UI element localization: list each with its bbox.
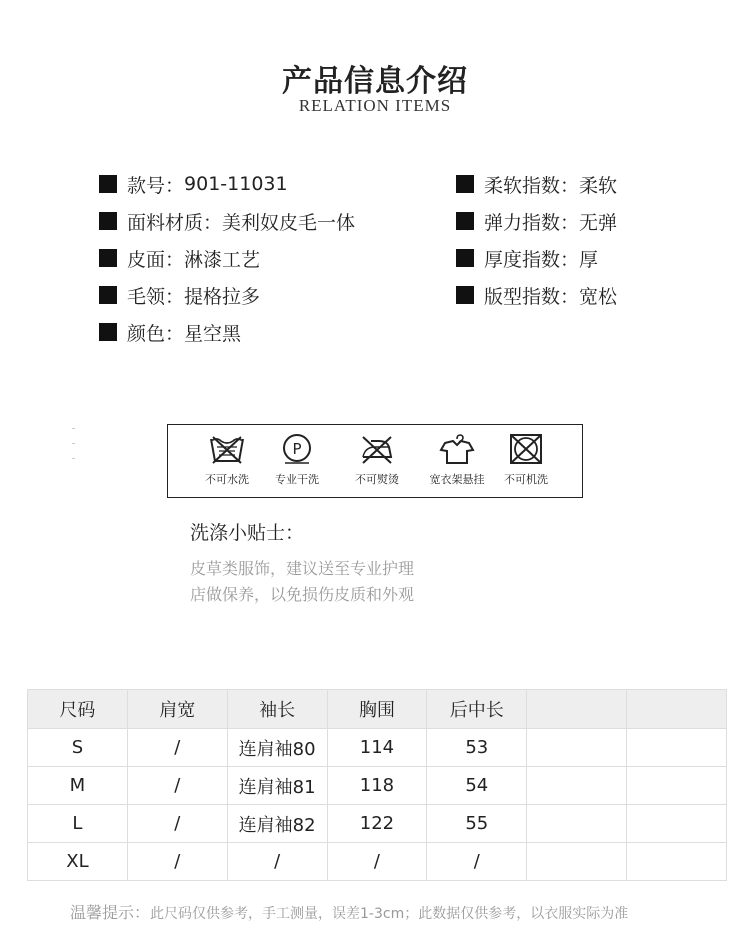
footnote (70, 900, 628, 923)
table-cell: 118 (327, 767, 427, 805)
care-item-hang (417, 433, 497, 487)
info-label: 颜色： (127, 322, 185, 345)
info-value: 美利奴皮毛一体 (222, 211, 356, 234)
table-cell (627, 729, 727, 767)
care-label: 不可熨烫 (355, 473, 399, 486)
info-label: 弹力指数： (484, 211, 580, 234)
info-value: 宽松 (579, 285, 618, 308)
info-label: 皮面： (127, 248, 185, 271)
column-header: 胸围 (327, 690, 427, 729)
bullet-square-icon (99, 212, 117, 230)
table-cell (527, 729, 627, 767)
info-label: 版型指数： (484, 285, 580, 308)
info-item-collar (99, 282, 260, 308)
table-cell: XL (28, 843, 128, 881)
info-label: 款号： (127, 174, 185, 197)
no-wash-icon (207, 433, 247, 465)
info-value: 柔软 (579, 174, 618, 197)
info-item-material (99, 208, 355, 234)
info-value: 星空黑 (184, 322, 242, 345)
tips-line-2: 店做保养，以免损伤皮质和外观 (190, 585, 415, 604)
column-header (627, 690, 727, 729)
tips-line-1: 皮草类服饰，建议送至专业护理 (190, 559, 415, 578)
info-value: 淋漆工艺 (184, 248, 261, 271)
hanger-icon (437, 433, 477, 465)
info-item-elasticity (456, 208, 617, 234)
table-cell: 53 (427, 729, 527, 767)
info-label: 毛领： (127, 285, 185, 308)
info-item-style-number (99, 171, 288, 197)
table-row (28, 843, 727, 881)
table-row (28, 767, 727, 805)
bullet-square-icon (99, 323, 117, 341)
table-cell (527, 843, 627, 881)
care-item-no-iron (337, 433, 417, 487)
info-value: 无弹 (579, 211, 618, 234)
table-cell: 连肩袖81 (227, 767, 327, 805)
table-cell: / (127, 767, 227, 805)
svg-text:P: P (292, 440, 302, 458)
page-title: 产品信息介绍 (282, 64, 468, 99)
bullet-square-icon (456, 286, 474, 304)
page-subtitle: RELATION ITEMS (298, 96, 452, 115)
column-header (527, 690, 627, 729)
table-cell: / (127, 729, 227, 767)
care-instructions-box (167, 424, 583, 498)
care-label: 专业干洗 (275, 473, 319, 486)
info-item-surface (99, 245, 260, 271)
table-cell: 122 (327, 805, 427, 843)
care-item-dry-clean (257, 433, 337, 487)
info-value: 提格拉多 (184, 285, 261, 308)
footnote-text: 此尺码仅供参考，手工测量，误差1-3cm；此数据仅供参考，以衣服实际为准 (150, 906, 629, 922)
table-cell: 54 (427, 767, 527, 805)
bullet-square-icon (99, 286, 117, 304)
column-header: 后中长 (427, 690, 527, 729)
table-cell: M (28, 767, 128, 805)
bullet-square-icon (99, 175, 117, 193)
table-cell: / (427, 843, 527, 881)
table-cell: 114 (327, 729, 427, 767)
table-cell (527, 767, 627, 805)
bullet-square-icon (99, 249, 117, 267)
no-machine-wash-icon (506, 433, 546, 465)
info-label: 面料材质： (127, 211, 223, 234)
no-iron-icon (357, 433, 397, 465)
bullet-square-icon (456, 175, 474, 193)
table-cell: / (227, 843, 327, 881)
care-label: 不可水洗 (205, 473, 249, 486)
info-item-thickness (456, 245, 598, 271)
info-value: 901-11031 (184, 173, 288, 195)
table-header-row (28, 690, 727, 729)
decorative-dots (72, 428, 75, 473)
size-table (27, 689, 727, 881)
column-header: 肩宽 (127, 690, 227, 729)
column-header: 袖长 (227, 690, 327, 729)
care-label: 宽衣架悬挂 (429, 473, 485, 486)
table-row (28, 805, 727, 843)
table-cell (627, 767, 727, 805)
tips-title: 洗涤小贴士： (190, 522, 305, 544)
table-row (28, 729, 727, 767)
table-cell: 55 (427, 805, 527, 843)
info-item-fit (456, 282, 617, 308)
table-cell: 连肩袖82 (227, 805, 327, 843)
table-cell: / (327, 843, 427, 881)
info-value: 厚 (579, 248, 599, 271)
table-cell: L (28, 805, 128, 843)
info-label: 柔软指数： (484, 174, 580, 197)
table-cell: / (127, 805, 227, 843)
table-cell: S (28, 729, 128, 767)
professional-dry-clean-icon (277, 433, 317, 465)
table-cell: 连肩袖80 (227, 729, 327, 767)
care-label: 不可机洗 (504, 473, 548, 486)
info-label: 厚度指数： (484, 248, 580, 271)
table-cell: / (127, 843, 227, 881)
table-cell (627, 843, 727, 881)
table-cell (627, 805, 727, 843)
table-cell (527, 805, 627, 843)
bullet-square-icon (456, 249, 474, 267)
footnote-lead: 温馨提示： (70, 903, 151, 922)
info-item-color (99, 319, 241, 345)
info-item-softness (456, 171, 617, 197)
bullet-square-icon (456, 212, 474, 230)
column-header: 尺码 (28, 690, 128, 729)
care-item-no-wash (187, 433, 267, 487)
care-item-no-machine-wash (486, 433, 566, 487)
